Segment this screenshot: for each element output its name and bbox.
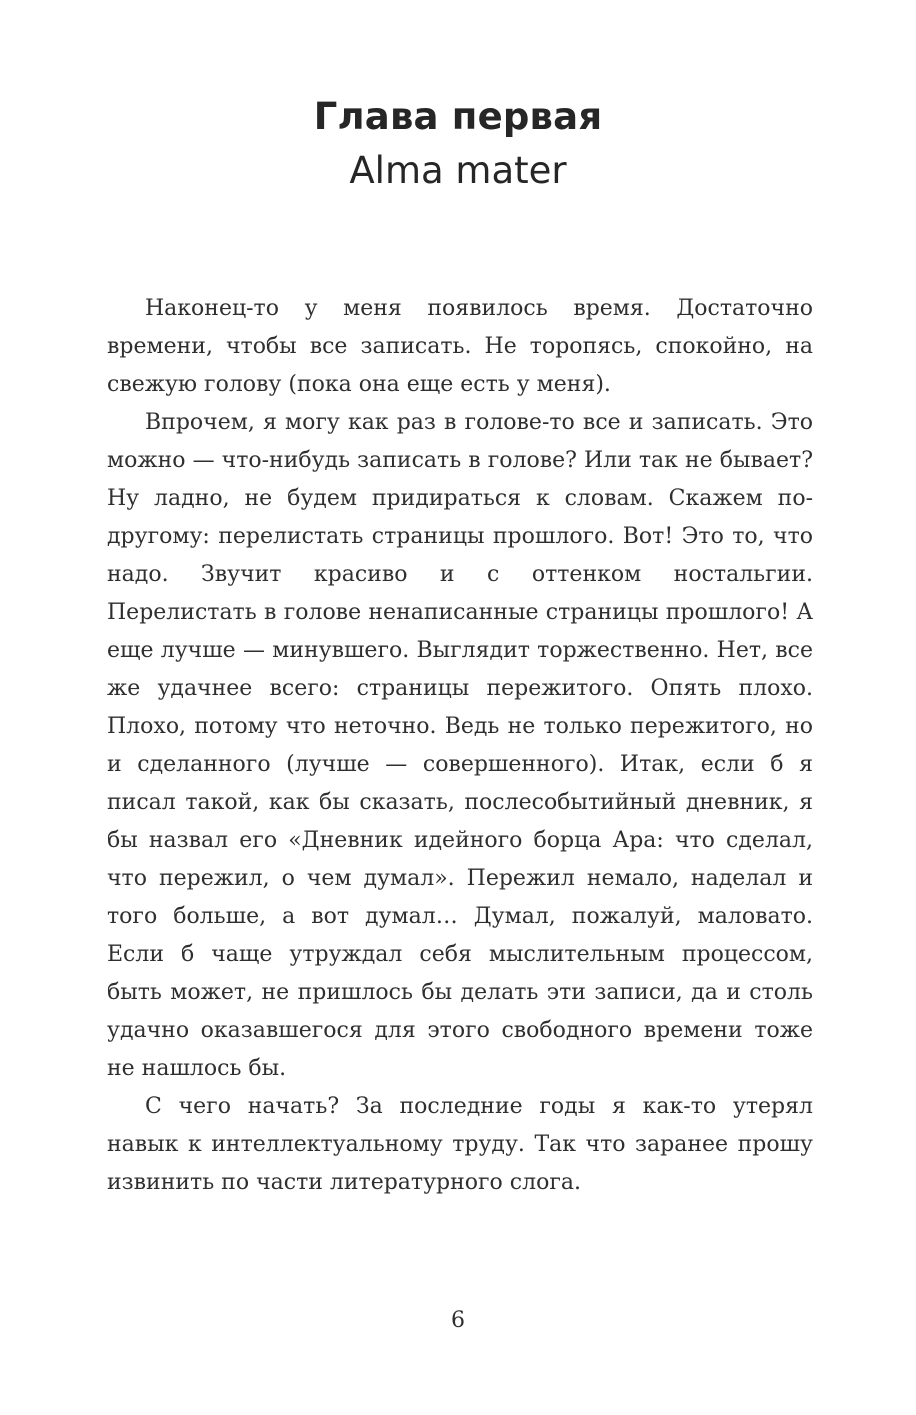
- page-number: 6: [451, 1308, 465, 1333]
- paragraph: Наконец-то у меня появилось время. Достаточно времени, чтобы все записать. Не торопясь, спокойно, на свежую голову (пока она еще есть у меня).: [107, 296, 813, 397]
- chapter-subtitle: Alma mater: [349, 149, 567, 192]
- paragraph: С чего начать? За последние годы я как-то утерял навык к интеллектуальному труду. Так что заранее прошу извинить по части литературного слога.: [107, 1094, 813, 1195]
- chapter-title: Глава первая: [313, 95, 603, 138]
- body-text: [107, 290, 813, 1202]
- paragraph: Впрочем, я могу как раз в голове-то все и записать. Это можно — что-нибудь записать в голове? Или так не бывает? Ну ладно, не будем придираться к словам. Скажем по-другому: перелистать страницы прошлого. Вот! Это то, что надо. Звучит красиво и с оттенком ностальгии. Перелистать в голове ненаписанные страницы прошлого! А еще лучше — минувшего. Выглядит торжественно. Нет, все же удачнее всего: страницы пережитого. Опять плохо. Плохо, потому что неточно. Ведь не только пережитого, но и сделанного (лучше — совершенного). Итак, если б я писал такой, как бы сказать, послесобытийный дневник, я бы назвал его «Дневник идейного борца Ара: что сделал, что пережил, о чем думал». Пережил немало, наделал и того больше, а вот думал… Думал, пожалуй, маловато. Если б чаще утруждал себя мыслительным процессом, быть может, не пришлось бы делать эти записи, да и столь удачно оказавшегося для этого свободного времени тоже не нашлось бы.: [107, 410, 813, 1081]
